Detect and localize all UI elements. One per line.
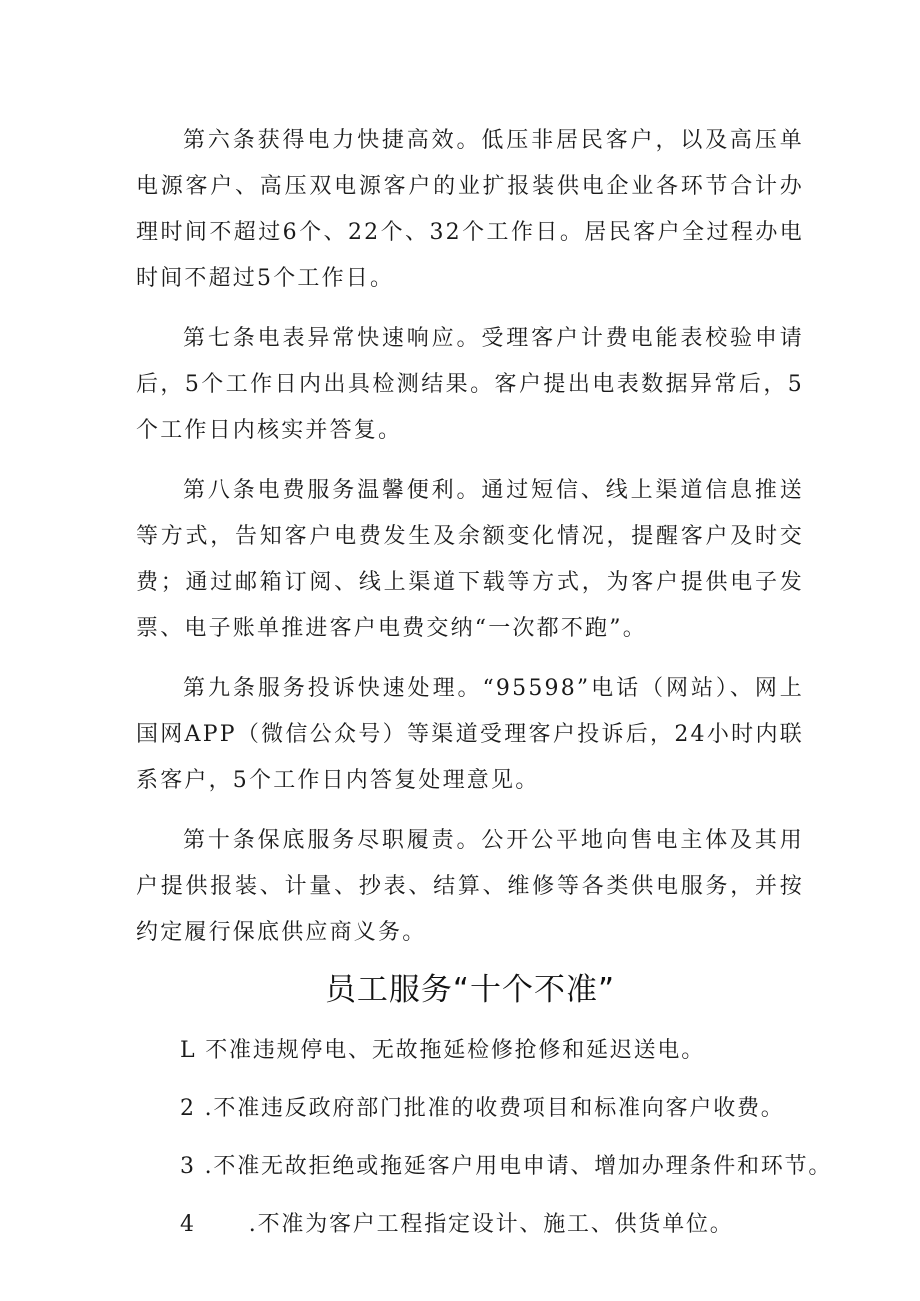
rule-text: .不准无故拒绝或拖延客户用电申请、增加办理条件和环节。 [204, 1154, 833, 1179]
document-page [136, 118, 833, 1260]
article-8: 第八条电费服务温馨便利。通过短信、线上渠道信息推送等方式，告知客户电费发生及余额变化情况，提醒客户及时交费；通过邮箱订阅、线上渠道下载等方式，为客户提供电子发票、电子账单推进客户电费交纳“一次都不跑”。 [136, 478, 804, 641]
rule-number: L [180, 1038, 197, 1063]
article-7: 第七条电表异常快速响应。受理客户计费电能表校验申请后，5个工作日内出具检测结果。客户提出电表数据异常后，5个工作日内核实并答复。 [136, 326, 804, 443]
rule-text: .不准违反政府部门批准的收费项目和标准向客户收费。 [204, 1096, 785, 1121]
rule-item-1 [136, 1028, 804, 1074]
section-title: 员工服务“十个不准” [324, 972, 616, 1008]
rule-text: .不准为客户工程指定设计、施工、供货单位。 [248, 1212, 734, 1237]
article-6: 第六条获得电力快捷高效。低压非居民客户，以及高压单电源客户、高压双电源客户的业扩报装供电企业各环节合计办理时间不超过6个、22个、32个工作日。居民客户全过程办电时间不超过5个工作日。 [136, 128, 804, 291]
rule-item-2 [136, 1086, 804, 1132]
article-10: 第十条保底服务尽职履责。公开公平地向售电主体及其用户提供报装、计量、抄表、结算、维修等各类供电服务，并按约定履行保底供应商义务。 [136, 828, 804, 945]
rule-number: 3 [180, 1154, 196, 1179]
rule-item-4 [136, 1202, 804, 1248]
rule-text: 不准违规停电、无故拖延检修抢修和延迟送电。 [205, 1038, 706, 1063]
rule-number: 4 [180, 1212, 196, 1237]
rule-number: 2 [180, 1096, 196, 1121]
article-9: 第九条服务投诉快速处理。“95598”电话（网站）、网上国网APP（微信公众号）等渠道受理客户投诉后，24小时内联系客户，5个工作日内答复处理意见。 [136, 676, 804, 793]
rule-item-3 [136, 1144, 833, 1190]
